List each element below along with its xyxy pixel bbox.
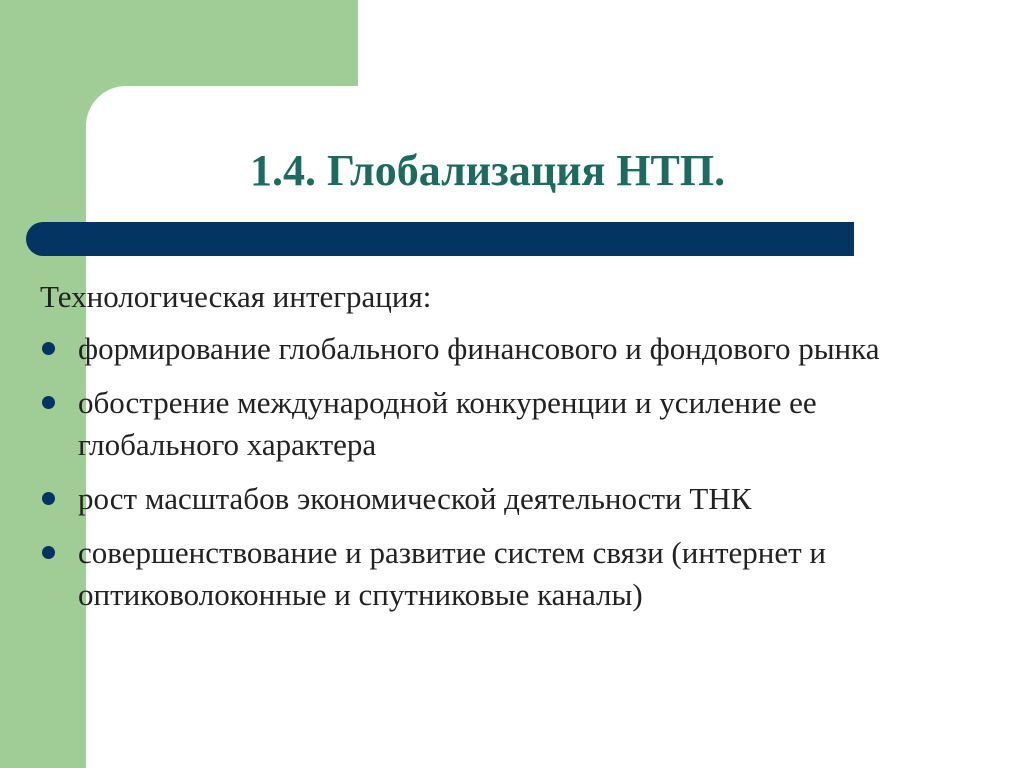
bullet-dot-icon — [42, 396, 55, 409]
bullet-dot-icon — [42, 342, 55, 355]
bullet-item — [40, 328, 980, 370]
intro-text: Технологическая интеграция: — [40, 279, 432, 314]
bullet-list — [40, 328, 980, 616]
slide-title: 1.4. Глобализация НТП. — [250, 146, 726, 195]
bullet-item — [40, 478, 980, 520]
bullet-dot-icon — [42, 492, 55, 505]
bullet-dot-icon — [42, 546, 55, 559]
bullet-item — [40, 532, 980, 616]
bullet-item — [40, 382, 980, 466]
bullet-text: формирование глобального финансового и фондового рынка — [78, 331, 880, 366]
bullet-text: рост масштабов экономической деятельности ТНК — [78, 481, 752, 516]
bullet-text: обострение международной конкуренции и усиление ее глобального характера — [78, 385, 817, 462]
slide-body — [40, 276, 980, 628]
title-underline-bar — [26, 222, 854, 256]
bullet-text: совершенствование и развитие систем связи (интернет и оптиковолоконные и спутниковые каналы) — [78, 535, 826, 612]
